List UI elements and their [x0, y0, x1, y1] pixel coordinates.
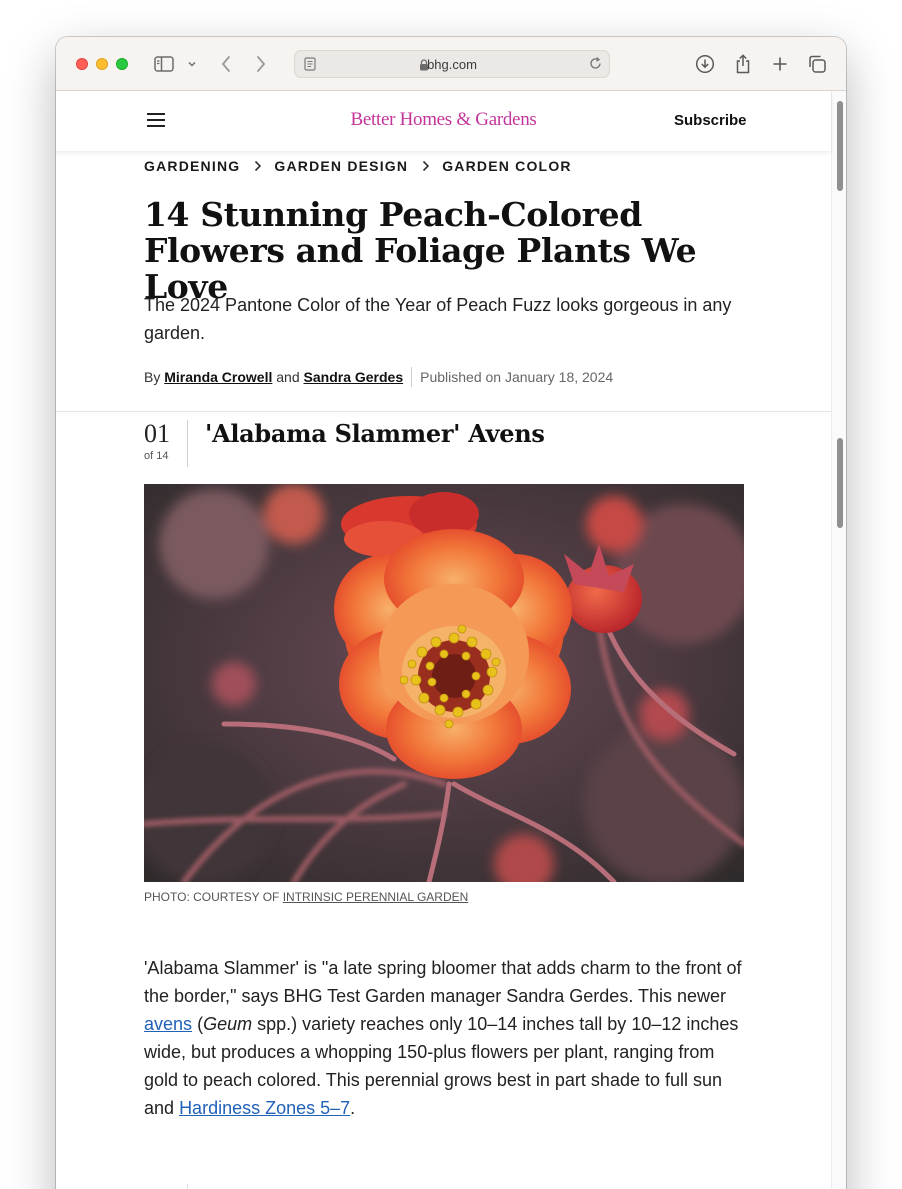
- description-genus: Geum: [203, 1014, 253, 1034]
- article-title: 14 Stunning Peach-Colored Flowers and Foliage Plants We Love: [144, 195, 697, 306]
- item-number: [144, 420, 188, 467]
- url-domain: bhg.com: [427, 57, 477, 72]
- photo-credit: [144, 890, 468, 904]
- sidebar-icon[interactable]: [152, 54, 176, 74]
- scrollbar-thumb-header[interactable]: [837, 101, 843, 191]
- breadcrumb-garden-design[interactable]: GARDEN DESIGN: [274, 158, 409, 174]
- flower-photo: [144, 484, 744, 882]
- byline-divider: [411, 367, 412, 387]
- breadcrumb-garden-color[interactable]: GARDEN COLOR: [442, 158, 572, 174]
- site-logo[interactable]: Better Homes & Gardens: [350, 109, 537, 130]
- author-link-miranda-crowell[interactable]: Miranda Crowell: [164, 369, 273, 385]
- item-count: of 14: [144, 450, 169, 462]
- site-header: [56, 91, 831, 151]
- article-dek: The 2024 Pantone Color of the Year of Peach Fuzz looks gorgeous in any garden.: [144, 295, 732, 343]
- avens-link[interactable]: avens: [144, 1014, 193, 1034]
- tab-overview-icon[interactable]: [806, 54, 828, 74]
- chevron-right-icon: [254, 160, 262, 172]
- next-item-divider: [187, 1184, 188, 1189]
- description-text-1: 'Alabama Slammer' is "a late spring bloomer that adds charm to the front of the border," says BHG Test Garden manager Sandra Gerdes. This newer: [144, 958, 742, 1006]
- photo-credit-prefix: PHOTO: COURTESY OF: [144, 890, 280, 904]
- item-number-value: 01: [144, 419, 170, 448]
- browser-window: [56, 37, 846, 1189]
- published-date: Published on January 18, 2024: [420, 369, 614, 385]
- address-bar[interactable]: [294, 50, 610, 78]
- back-icon[interactable]: [218, 54, 234, 74]
- chevron-down-icon[interactable]: [186, 54, 198, 74]
- byline-by: By: [144, 369, 161, 385]
- zoom-window-button[interactable]: [116, 58, 128, 70]
- description-text-3: spp.) variety reaches only 10–14 inches tall by 10–12 inches wide, but produces a whopping 150-plus flowers per plant, ranging from gold to peach colored. This perennial grows best in part shade to full sun and: [144, 1014, 739, 1118]
- subscribe-button[interactable]: Subscribe: [674, 112, 747, 129]
- forward-icon[interactable]: [253, 54, 269, 74]
- sticky-divider: [56, 411, 831, 412]
- download-icon[interactable]: [694, 54, 716, 74]
- photo-credit-link[interactable]: INTRINSIC PERENNIAL GARDEN: [282, 890, 469, 904]
- minimize-window-button[interactable]: [96, 58, 108, 70]
- item-title: 'Alabama Slammer' Avens: [205, 419, 545, 448]
- description-text-4: .: [350, 1098, 356, 1118]
- item-description: [144, 954, 744, 1122]
- share-icon[interactable]: [732, 54, 754, 74]
- breadcrumb: [144, 158, 572, 174]
- reload-icon[interactable]: [588, 56, 603, 76]
- hardiness-zones-link[interactable]: Hardiness Zones 5–7: [179, 1098, 351, 1118]
- scrollbar[interactable]: [831, 91, 846, 1189]
- author-link-sandra-gerdes[interactable]: Sandra Gerdes: [303, 369, 404, 385]
- description-text-2: (: [197, 1014, 204, 1034]
- byline-and: and: [276, 369, 300, 385]
- chevron-right-icon: [422, 160, 430, 172]
- close-window-button[interactable]: [76, 58, 88, 70]
- byline: [144, 367, 613, 387]
- browser-toolbar: [56, 37, 846, 91]
- new-tab-icon[interactable]: [769, 54, 791, 74]
- scrollbar-thumb[interactable]: [837, 438, 843, 528]
- breadcrumb-gardening[interactable]: GARDENING: [144, 158, 241, 174]
